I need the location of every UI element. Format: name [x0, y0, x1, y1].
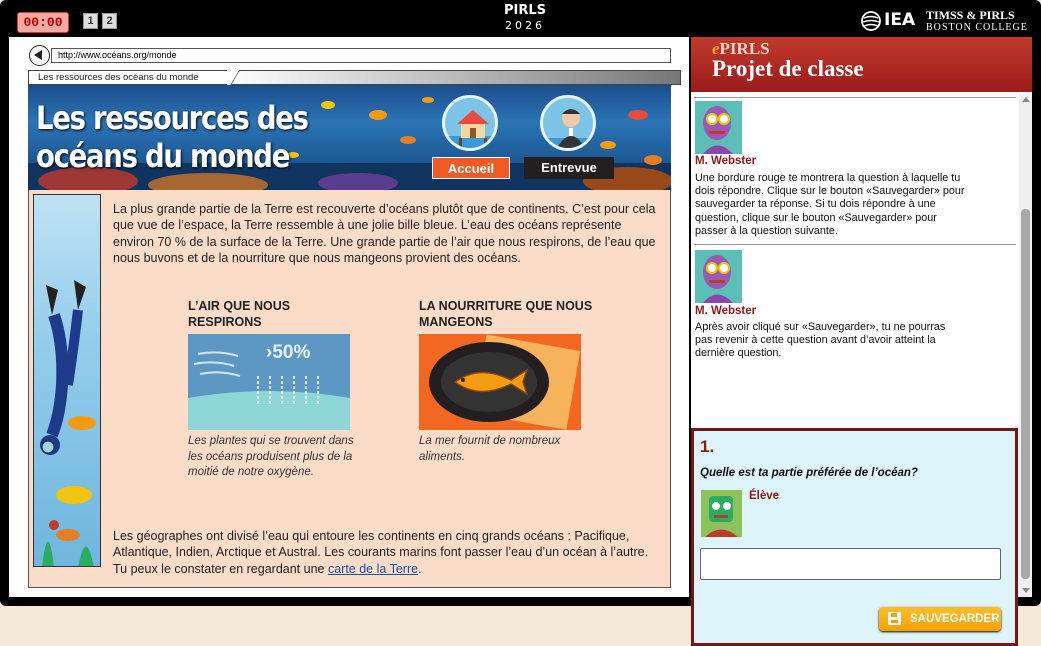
teacher-avatar — [695, 250, 742, 303]
page-tab-label: Les ressources des océans du monde — [29, 71, 234, 84]
message-author: M. Webster — [695, 305, 757, 317]
back-arrow-icon[interactable] — [29, 45, 50, 66]
epirls-logo-e: e — [712, 39, 720, 58]
entrevue-button[interactable]: Entrevue — [524, 157, 614, 179]
pirls-year: 2026 — [505, 19, 545, 32]
air-percent-label: ›50% — [266, 342, 311, 363]
article-content — [28, 190, 671, 588]
paragraph-oceans — [113, 528, 658, 577]
iea-globe-icon — [861, 11, 881, 31]
food-heading: LA NOURRITURE QUE NOUS MANGEONS — [419, 299, 593, 329]
tab-divider — [227, 70, 243, 85]
paragraph-intro: La plus grande partie de la Terre est recouverte d’océans plutôt que de continents. C’est pour cela que vue de l’espace, la Terre ressemble à une jolie bille bleue. L’eau des océans représente environ 70 % de la surface de la Terre. Une grande partie de l’air que nous respirons, de l’eau que nous buvons et de la nourriture que nous mangeons provient des océans. — [113, 202, 656, 265]
chat-scroll-area[interactable] — [691, 94, 1019, 625]
message-text: Une bordure rouge te montrera la question à laquelle tu dois répondre. Clique sur le bouton «Sauvegarder» pour sauvegarder ta réponse. Si tu dois répondre à une question, clique sur le bouton «Sauvegarder» pour passer à la question suivante. — [695, 172, 965, 237]
page-banner — [28, 85, 671, 190]
student-avatar — [701, 490, 742, 537]
interviewer-icon[interactable] — [540, 95, 596, 151]
save-button[interactable] — [879, 607, 1001, 631]
banner-title-line2: océans du monde — [36, 137, 290, 175]
page-button-1[interactable]: 1 — [83, 13, 98, 29]
boston-college-logo: BOSTON COLLEGE — [926, 22, 1028, 33]
timss-pirls-logo: TIMSS & PIRLS — [926, 8, 1015, 22]
question-box — [691, 428, 1018, 646]
scrollbar-thumb[interactable] — [1021, 209, 1030, 579]
accueil-button[interactable]: Accueil — [432, 157, 510, 179]
paragraph-oceans-text: Les géographes ont divisé l’eau qui entoure les continents en cinq grands océans : Pacifique, Atlantique, Indien, Arctique et Austral. Les courants marins font passer l’eau d’un océan à l’autre. Tu peux le constater en regardant une — [113, 529, 649, 576]
page-button-2[interactable]: 2 — [102, 13, 117, 29]
food-illustration — [419, 334, 581, 430]
timer: 00:00 — [17, 12, 69, 33]
message-author: M. Webster — [695, 155, 757, 167]
class-project-panel — [691, 37, 1032, 625]
diver-illustration — [33, 194, 101, 567]
browser-pane — [9, 37, 689, 597]
message-divider — [694, 244, 1016, 245]
banner-title-line1: Les ressources des — [36, 99, 308, 137]
epirls-logo-rest: PIRLS — [719, 39, 770, 58]
question-text: Quelle est ta partie préférée de l’océan? — [700, 467, 918, 479]
url-bar: http://www.océans.org/monde — [51, 48, 671, 63]
air-caption: Les plantes qui se trouvent dans les océans produisent plus de la moitié de notre oxygène. — [188, 435, 354, 478]
paragraph-oceans-end: . — [418, 561, 422, 576]
air-illustration — [188, 334, 350, 430]
page-tab — [28, 70, 681, 85]
pirls-brand: PIRLS — [503, 3, 547, 18]
iea-logo-text: IEA — [884, 10, 916, 30]
panel-header — [691, 37, 1032, 93]
scroll-up-icon[interactable] — [1022, 97, 1030, 102]
floppy-disk-icon — [888, 612, 901, 625]
student-name: Élève — [749, 490, 780, 502]
scroll-down-icon[interactable] — [1022, 588, 1030, 593]
house-icon[interactable] — [442, 95, 498, 151]
save-button-label: SAUVEGARDER — [910, 613, 1000, 625]
message-text: Après avoir cliqué sur «Sauvegarder», tu ne pourras pas revenir à cette question avant d’avoir atteint la dernière question. — [695, 321, 946, 360]
message-divider — [694, 97, 1016, 98]
teacher-avatar — [695, 101, 742, 154]
panel-title: Projet de classe — [712, 56, 864, 81]
food-caption: La mer fournit de nombreux aliments. — [419, 435, 561, 463]
question-number: 1. — [700, 437, 715, 456]
air-heading: L’AIR QUE NOUS RESPIRONS — [188, 299, 291, 329]
banner-title — [36, 99, 308, 175]
carte-de-la-terre-link[interactable]: carte de la Terre — [327, 561, 419, 576]
answer-input[interactable] — [700, 548, 1001, 580]
